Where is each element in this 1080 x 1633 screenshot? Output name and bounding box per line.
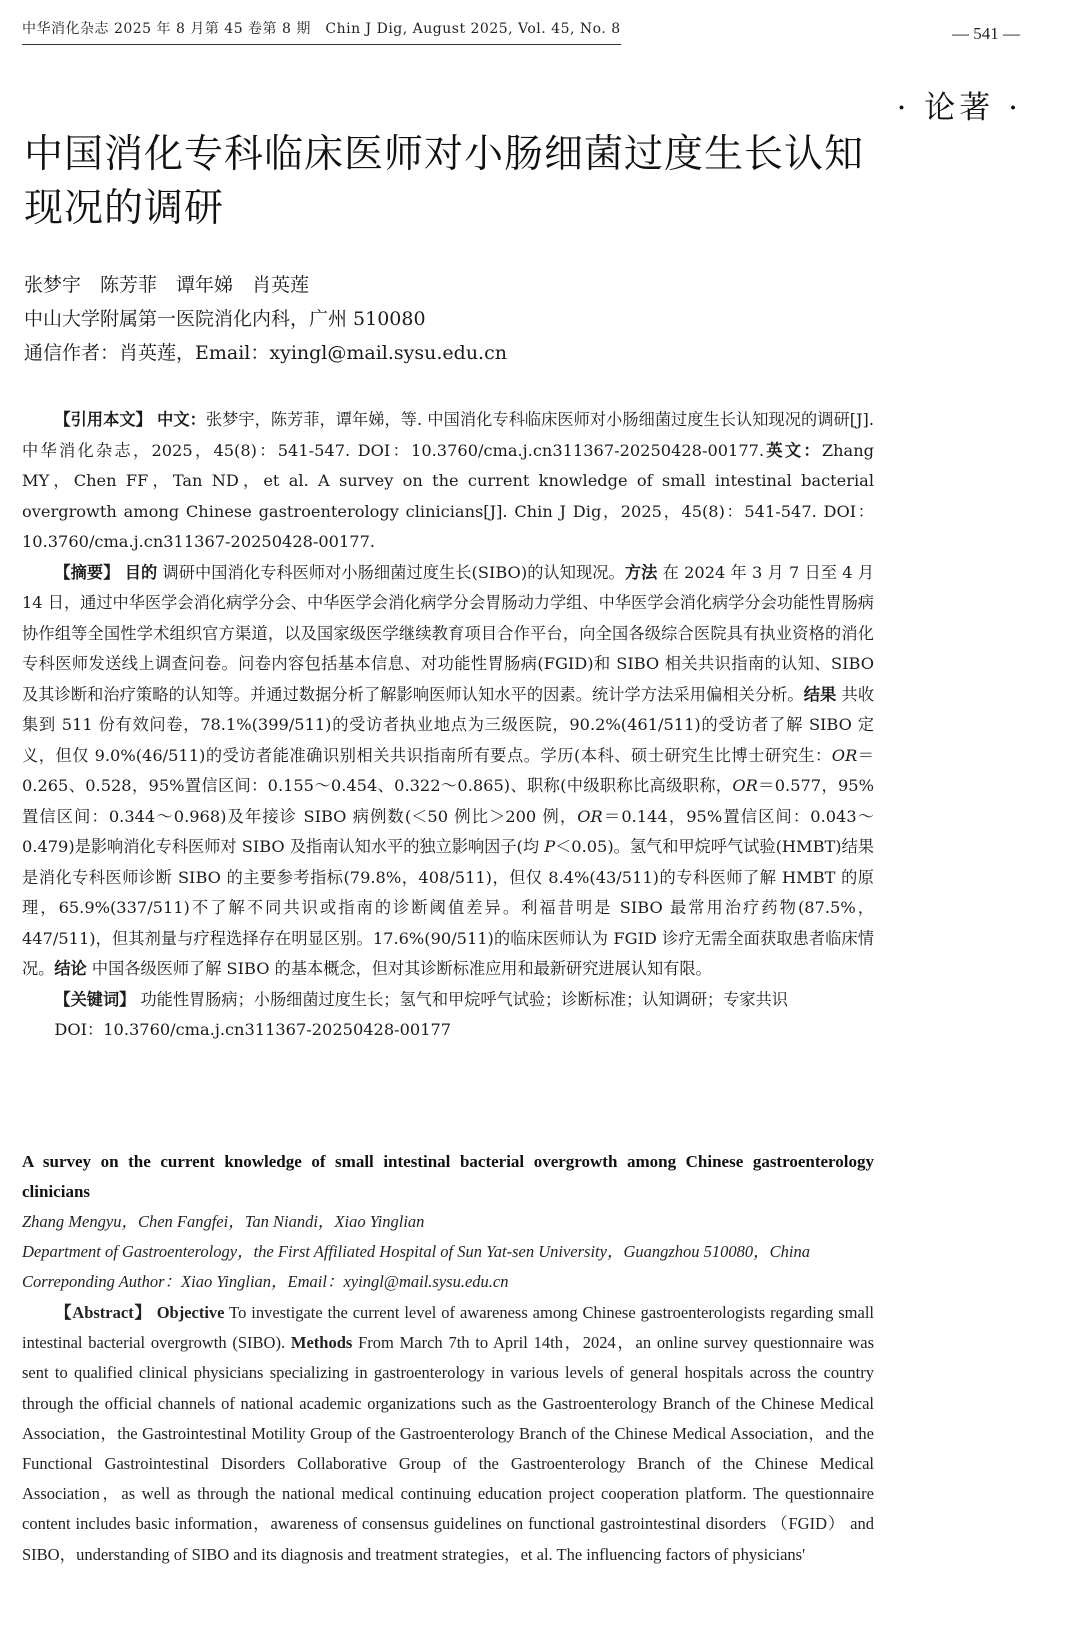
results-text-5: ＜0.05)。氢气和甲烷呼气试验(HMBT)结果是消化专科医师诊断 SIBO 的主要参考指标(79.8%，408/511)，但仅 8.4%(43/511)的专科医师了解 HMBT 的原理，65.9%(337/511)不了解不同共识或指南的诊断阈值差异。利福昔明是 SIBO 最常用治疗药物(87.5%，447/511)，但其剂量与疗程选择存在明显区别。17.6%(90/511)的临床医师认为 FGID 诊疗无需全面获取患者临床情况。 xyxy=(22,837,875,978)
corresponding-author: 通信作者：肖英莲，Email：xyingl@mail.sysu.edu.cn xyxy=(24,342,507,364)
results-text-4: ＝0.144，95%置信区间：0.043～0.479)是影响消化专科医师对 SIBO 及指南认知水平的独立影响因子(均 xyxy=(22,806,874,856)
objective-text: 调研中国消化专科医师对小肠细菌过度生长(SIBO)的认知现况。 xyxy=(162,562,625,582)
results-label: 结果 xyxy=(803,684,837,704)
english-abstract xyxy=(22,1298,874,1570)
citation-paragraph xyxy=(22,405,874,558)
citation-en-text: Zhang MY，Chen FF，Tan ND，et al. A survey on the current knowledge of small intestinal bacterial overgrowth among Chinese gastroenterology clinicians[J]. Chin J Dig，2025，45(8)：541-547. DOI：10.3760/cma.j.cn311367-20250428-00177. xyxy=(22,440,874,551)
english-methods-text: From March 7th to April 14th，2024，an online survey questionnaire was sent to qualified clinical physicians specializing in gastroenterology in various levels of general hospitals across the country through the official channels of national academic organizations such as the Gastroenterology Branch of the Chinese Medical Association，the Gastrointestinal Motility Group of the Gastroenterology Branch of the Chinese Medical Association，and the Functional Gastrointestinal Disorders Collaborative Group of the Gastroenterology Branch of the Chinese Medical Association，as well as through the national medical continuing education project cooperation platform. The questionnaire content includes basic information，awareness of consensus guidelines on functional gastrointestinal disorders （FGID） and SIBO，understanding of SIBO and its diagnosis and treatment strategies，et al. The influencing factors of physicians' xyxy=(22,1333,875,1564)
odds-ratio-symbol: OR xyxy=(577,806,603,826)
keywords-text: 功能性胃肠病；小肠细菌过度生长；氢气和甲烷呼气试验；诊断标准；认知调研；专家共识 xyxy=(140,989,788,1009)
section-tag: · 论著 · xyxy=(896,90,1022,126)
odds-ratio-symbol: OR xyxy=(831,745,858,765)
affiliation: 中山大学附属第一医院消化内科，广州 510080 xyxy=(24,308,426,330)
english-abstract-label: 【Abstract】 xyxy=(55,1303,152,1322)
author-info xyxy=(24,268,507,370)
keywords-label: 【关键词】 xyxy=(54,989,136,1009)
results-text-1: 共收集到 511 份有效问卷，78.1%(399/511)的受访者执业地点为三级医院，90.2%(461/511)的受访者了解 SIBO 定义，但仅 9.0%(46/511)的受访者能准确识别相关共识指南所有要点。学历(本科、硕士研究生比博士研究生： xyxy=(22,684,875,765)
results-text-3: ＝0.577，95%置信区间：0.344～0.968)及年接诊 SIBO 病例数(＜50 例比＞200 例， xyxy=(22,776,874,826)
english-authors: Zhang Mengyu，Chen Fangfei，Tan Niandi，Xiao Yinglian xyxy=(22,1212,425,1231)
article-title: 中国消化专科临床医师对小肠细菌过度生长认知现况的调研 xyxy=(24,132,865,231)
conclusion-label: 结论 xyxy=(54,959,87,978)
abstract-zh-paragraph xyxy=(22,558,874,985)
english-title: A survey on the current knowledge of small intestinal bacterial overgrowth among Chinese gastroenterology clinicians xyxy=(22,1152,874,1201)
english-objective-text: To investigate the current level of awareness among Chinese gastroenterologists regarding small intestinal bacterial overgrowth (SIBO). xyxy=(22,1303,875,1353)
results-text-2: ＝0.265、0.528，95%置信区间：0.155～0.454、0.322～0.865)、职称(中级职称比高级职称， xyxy=(22,745,874,795)
english-methods-label: Methods xyxy=(290,1333,353,1353)
odds-ratio-symbol: OR xyxy=(732,776,758,795)
page-number: — 541 — xyxy=(952,24,1020,43)
p-value-symbol: P xyxy=(544,837,556,856)
methods-label: 方法 xyxy=(624,562,658,582)
citation-label: 【引用本文】 xyxy=(54,410,152,429)
conclusion-text: 中国各级医师了解 SIBO 的基本概念，但对其诊断标准应用和最新研究进展认知有限。 xyxy=(91,959,712,978)
running-head: 中华消化杂志 2025 年 8 月第 45 卷第 8 期 Chin J Dig, August 2025, Vol. 45, No. 8 xyxy=(22,18,621,45)
english-author-info xyxy=(22,1207,874,1297)
citation-zh-text: 张梦宇，陈芳菲，谭年娣，等. 中国消化专科临床医师对小肠细菌过度生长认知现况的调研[J]. 中华消化杂志，2025，45(8)：541-547. DOI：10.3760/cma.j.cn311367-20250428-00177. xyxy=(22,410,875,460)
methods-text: 在 2024 年 3 月 7 日至 4 月 14 日，通过中华医学会消化病学分会、中华医学会消化病学分会胃肠动力学组、中华医学会消化病学分会功能性胃肠病协作组等全国性学术组织官方渠道，以及国家级医学继续教育项目合作平台，向全国各级综合医院具有执业资格的消化专科医师发送线上调查问卷。问卷内容包括基本信息、对功能性胃肠病(FGID)和 SIBO 相关共识指南的认知、SIBO 及其诊断和治疗策略的认知等。并通过数据分析了解影响医师认知水平的因素。统计学方法采用偏相关分析。 xyxy=(22,562,875,704)
authors: 张梦宇 陈芳菲 谭年娣 肖英莲 xyxy=(24,274,310,296)
english-objective-label: Objective xyxy=(156,1303,225,1322)
abstract-label: 【摘要】 xyxy=(54,562,120,582)
keywords-paragraph xyxy=(22,985,874,1016)
citation-en-label: 英文： xyxy=(764,440,822,460)
citation-zh-label: 中文： xyxy=(157,410,206,429)
english-corresponding-author: Correponding Author：Xiao Yinglian，Email：xyingl@mail.sysu.edu.cn xyxy=(22,1272,509,1291)
english-affiliation: Department of Gastroenterology，the First Affiliated Hospital of Sun Yat-sen University，Guangzhou 510080，China xyxy=(22,1242,811,1261)
doi-text: DOI：10.3760/cma.j.cn311367-20250428-00177 xyxy=(54,1020,452,1039)
doi-line xyxy=(22,1015,874,1046)
objective-label: 目的 xyxy=(124,562,158,582)
chinese-front-matter xyxy=(22,405,874,1046)
